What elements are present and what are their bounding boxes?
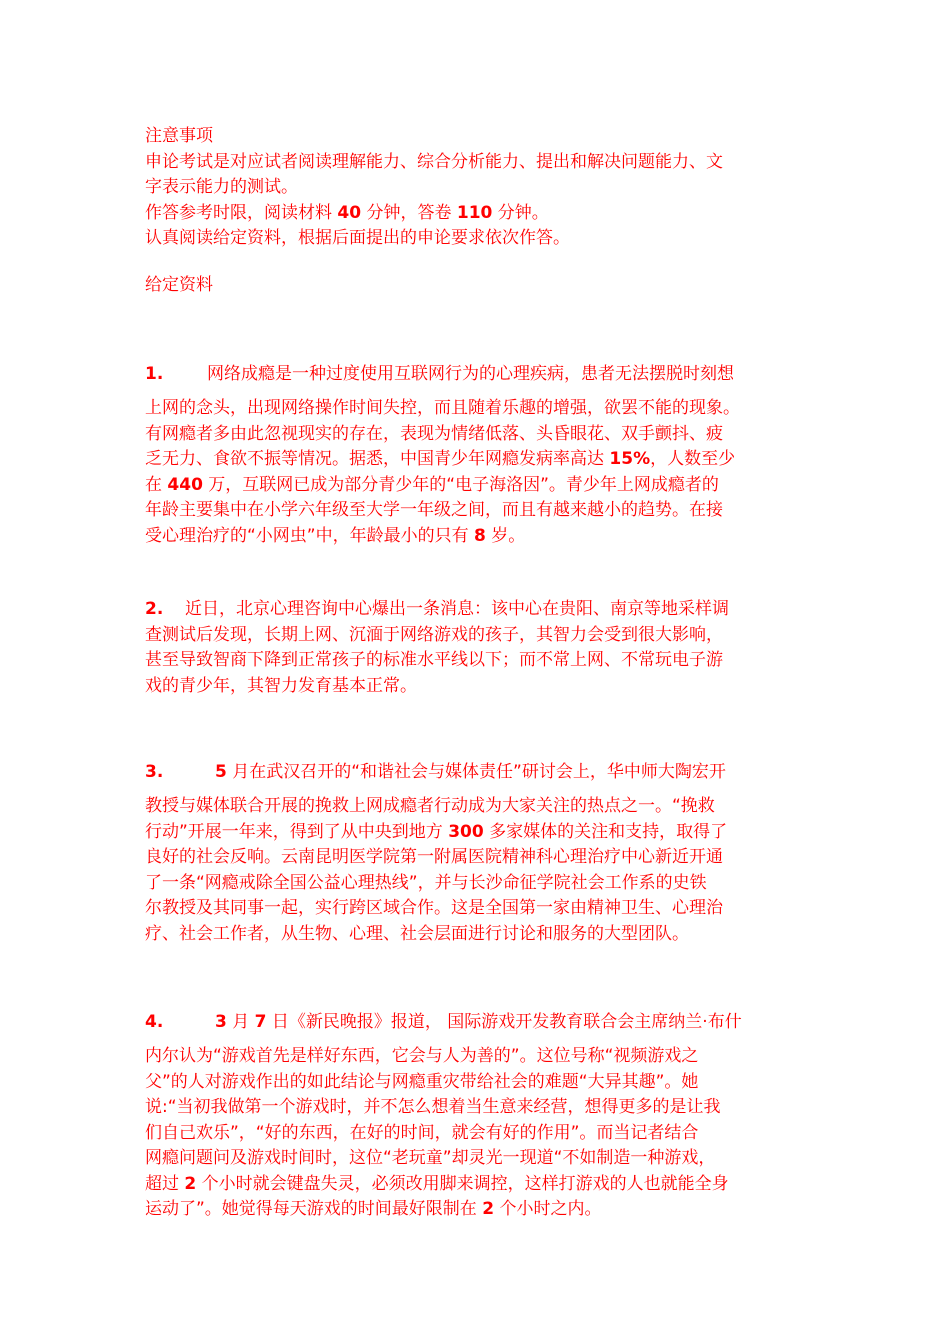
material-line: 网瘾问题问及游戏时间时，这位“老玩童”却灵光一现道“不如制造一种游戏，	[145, 1148, 716, 1168]
material-line: 甚至导致智商下降到正常孩子的标准水平线以下；而不常上网、不常玩电子游	[145, 650, 723, 670]
material-first-line: 网络成瘾是一种过度使用互联网行为的心理疾病，患者无法摆脱时刻想	[207, 364, 734, 384]
material-line: 行动”开展一年来，得到了从中央到地方 300 多家媒体的关注和支持，取得了	[145, 821, 728, 842]
section-title: 给定资料	[145, 275, 213, 295]
material-line: 年龄主要集中在小学六年级至大学一年级之间，而且有越来越小的趋势。在接	[145, 500, 723, 520]
material-first-line: 5 月在武汉召开的“和谐社会与媒体责任”研讨会上，华中师大陶宏开	[215, 762, 726, 782]
material-line: 了一条“网瘾戒除全国公益心理热线”，并与长沙命征学院社会工作系的史铁	[145, 872, 707, 893]
material-line: 父”的人对游戏作出的如此结论与网瘾重灾带给社会的难题“大异其趣”。她	[145, 1071, 699, 1092]
notice-section	[145, 124, 815, 252]
material-4	[145, 1010, 815, 1223]
material-line: 超过 2 个小时就会键盘失灵，必须改用脚来调控，这样打游戏的人也就能全身	[145, 1173, 729, 1194]
material-line: 查测试后发现，长期上网、沉湎于网络游戏的孩子，其智力会受到很大影响，	[145, 624, 723, 645]
material-line: 受心理治疗的“小网虫”中，年龄最小的只有 8 岁。	[145, 525, 526, 546]
material-line: 尔教授及其同事一起，实行跨区域合作。这是全国第一家由精神卫生、心理治	[145, 898, 723, 918]
material-line: 上网的念头，出现网络操作时间失控，而且随着乐趣的增强，欲罢不能的现象。	[145, 398, 740, 418]
material-line: 良好的社会反响。云南昆明医学院第一附属医院精神科心理治疗中心新近开通	[145, 847, 723, 867]
material-first-line: 近日，北京心理咨询中心爆出一条消息：该中心在贵阳、南京等地采样调	[185, 599, 729, 619]
material-first-line: 3 月 7 日《新民晚报》报道， 国际游戏开发教育联合会主席纳兰·布什	[215, 1012, 742, 1032]
material-line: 运动了”。她觉得每天游戏的时间最好限制在 2 个小时之内。	[145, 1199, 602, 1219]
material-line: 说:“当初我做第一个游戏时，并不怎么想着当生意来经营，想得更多的是让我	[145, 1097, 721, 1117]
material-line: 戏的青少年，其智力发育基本正常。	[145, 675, 417, 696]
material-number: 2.	[145, 599, 164, 619]
notice-line: 字表示能力的测试。	[145, 177, 298, 197]
material-2	[145, 597, 815, 699]
notice-line: 认真阅读给定资料，根据后面提出的申论要求依次作答。	[145, 228, 570, 248]
material-line: 内尔认为“游戏首先是样好东西，它会与人为善的”。这位号称“视频游戏之	[145, 1046, 699, 1066]
material-3	[145, 760, 815, 947]
material-line: 疗、社会工作者，从生物、心理、社会层面进行讨论和服务的大型团队。	[145, 923, 689, 944]
material-line: 们自己欢乐”，“好的东西，在好的时间，就会有好的作用”。而当记者结合	[145, 1122, 699, 1143]
notice-line: 作答参考时限，阅读材料 40 分钟，答卷 110 分钟。	[145, 202, 549, 223]
notice-line: 申论考试是对应试者阅读理解能力、综合分析能力、提出和解决问题能力、文	[145, 151, 723, 172]
material-line: 教授与媒体联合开展的挽救上网成瘾者行动成为大家关注的热点之一。“挽救	[145, 796, 715, 816]
material-line: 乏无力、食欲不振等情况。据悉，中国青少年网瘾发病率高达 15%，人数至少	[145, 449, 736, 469]
notice-heading: 注意事项	[145, 126, 213, 146]
material-1	[145, 362, 815, 549]
material-line: 有网瘾者多由此忽视现实的存在，表现为情绪低落、头昏眼花、双手颤抖、疲	[145, 423, 723, 444]
material-number: 4.	[145, 1012, 164, 1032]
material-line: 在 440 万，互联网已成为部分青少年的“电子海洛因”。青少年上网成瘾者的	[145, 474, 719, 495]
material-number: 1.	[145, 364, 164, 384]
material-number: 3.	[145, 762, 164, 782]
